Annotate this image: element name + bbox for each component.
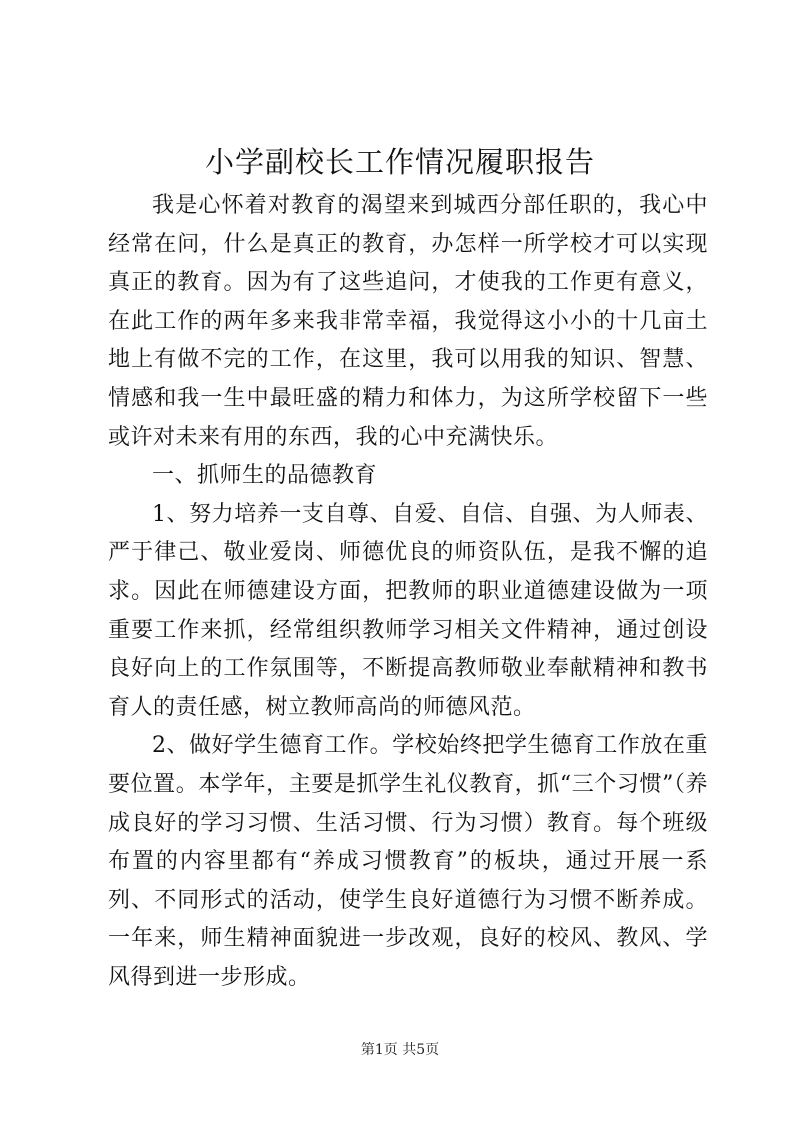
body-paragraph-2: 2、做好学生德育工作。学校始终把学生德育工作放在重要位置。本学年，主要是抓学生礼仪教育，抓“三个习惯”（养成良好的学习习惯、生活习惯、行为习惯）教育。每个班级布置的内容里都有“养成习惯教育”的板块，通过开展一系列、不同形式的活动，使学生良好道德行为习惯不断养成。一年来，师生精神面貌进一步改观，良好的校风、教风、学风得到进一步形成。 (108, 733, 708, 990)
page-title: 小学副校长工作情况履职报告 (204, 145, 595, 179)
intro-paragraph: 我是心怀着对教育的渴望来到城西分部任职的，我心中经常在问，什么是真正的教育，办怎样一所学校才可以实现真正的教育。因为有了这些追问，才使我的工作更有意义，在此工作的两年多来我非常幸福，我觉得这小小的十几亩土地上有做不完的工作，在这里，我可以用我的知识、智慧、情感和我一生中最旺盛的精力和体力，为这所学校留下一些或许对未来有用的东西，我的心中充满快乐。 (108, 193, 708, 450)
document-body (108, 187, 708, 997)
section-heading: 一、抓师生的品德教育 (152, 463, 378, 489)
body-paragraph-1: 1、努力培养一支自尊、自爱、自信、自强、为人师表、严于律己、敬业爱岗、师德优良的师资队伍，是我不懈的追求。因此在师德建设方面，把教师的职业道德建设做为一项重要工作来抓，经常组织教师学习相关文件精神，通过创设良好向上的工作氛围等，不断提高教师敬业奉献精神和教书育人的责任感，树立教师高尚的师德风范。 (108, 501, 708, 720)
page-footer: 第1页 共5页 (360, 1042, 440, 1058)
